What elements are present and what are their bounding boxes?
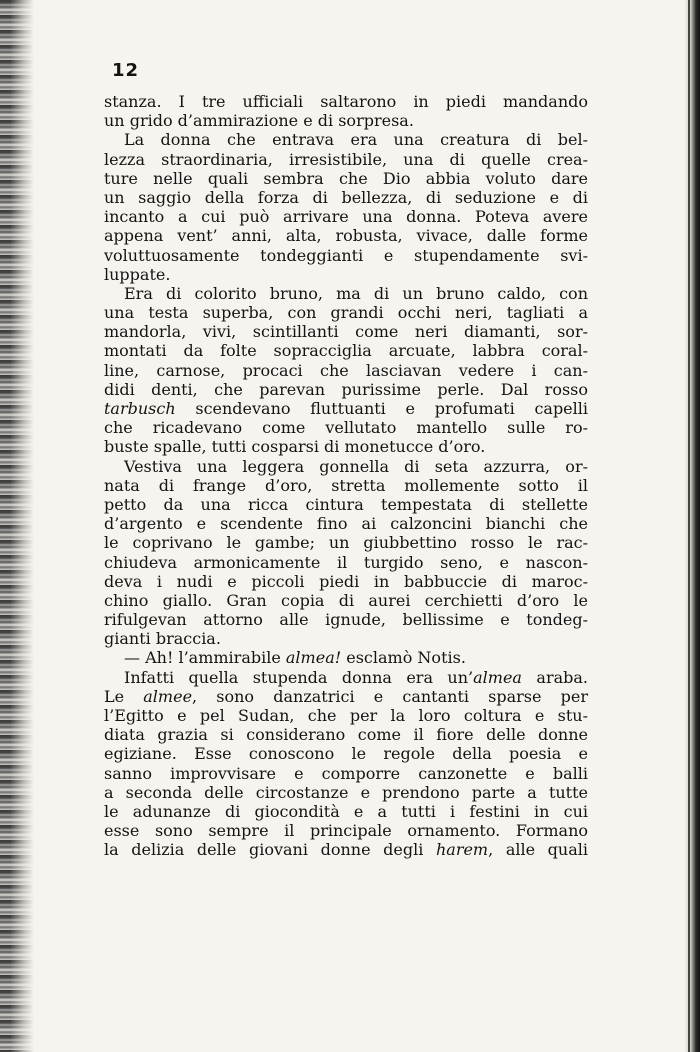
text-line: voluttuosamente tondeggianti e stupendamente svi- bbox=[104, 245, 588, 265]
page-number: 12 bbox=[112, 60, 140, 81]
text-line: — Ah! l’ammirabile almea! esclamò Notis. bbox=[124, 648, 466, 668]
text-line: un grido d’ammirazione e di sorpresa. bbox=[104, 111, 414, 131]
text-line: incanto a cui può arrivare una donna. Poteva avere bbox=[104, 207, 588, 227]
text-line: la delizia delle giovani donne degli harem, alle quali bbox=[104, 840, 588, 860]
text-line: La donna che entrava era una creatura di bel- bbox=[124, 130, 588, 150]
text-line: buste spalle, tutti cosparsi di monetucce d’oro. bbox=[104, 437, 486, 457]
text-line: esse sono sempre il principale ornamento. Formano bbox=[104, 821, 588, 841]
text-line: mandorla, vivi, scintillanti come neri diamanti, sor- bbox=[104, 322, 588, 342]
text-line: Le almee, sono danzatrici e cantanti sparse per bbox=[104, 686, 588, 706]
text-line: chiudeva armonicamente il turgido seno, e nascon- bbox=[104, 552, 588, 572]
text-line: tarbusch scendevano fluttuanti e profumati capelli bbox=[104, 399, 588, 418]
text-line: a seconda delle circostanze e prendono parte a tutte bbox=[104, 782, 588, 802]
text-line: stanza. I tre ufficiali saltarono in piedi mandando bbox=[104, 92, 588, 111]
text-line: appena vent’ anni, alta, robusta, vivace, dalle forme bbox=[104, 226, 588, 246]
text-line: nata di frange d’oro, stretta mollemente sotto il bbox=[104, 475, 588, 495]
text-line: ture nelle quali sembra che Dio abbia voluto dare bbox=[104, 168, 588, 188]
text-line: l’Egitto e pel Sudan, che per la loro coltura e stu- bbox=[104, 706, 588, 725]
scan-edge-right bbox=[684, 0, 700, 1052]
text-line: d’argento e scendente fino ai calzoncini bianchi che bbox=[104, 514, 588, 534]
page-binding-line bbox=[688, 0, 690, 1052]
text-line: didi denti, che parevan purissime perle. Dal rosso bbox=[104, 379, 588, 399]
body-text bbox=[104, 92, 588, 860]
text-line: egiziane. Esse conoscono le regole della poesia e bbox=[104, 744, 588, 764]
text-line: che ricadevano come vellutato mantello sulle ro- bbox=[104, 418, 588, 438]
text-line: una testa superba, con grandi occhi neri, tagliati a bbox=[104, 303, 588, 323]
scan-edge-left bbox=[0, 0, 34, 1052]
text-line: petto da una ricca cintura tempestata di stellette bbox=[104, 494, 588, 514]
text-line: le coprivano le gambe; un giubbettino rosso le rac- bbox=[104, 533, 588, 553]
text-line: Infatti quella stupenda donna era un’almea araba. bbox=[124, 667, 588, 687]
text-line: diata grazia si considerano come il fiore delle donne bbox=[104, 725, 588, 745]
text-line: montati da folte sopracciglia arcuate, labbra coral- bbox=[104, 341, 588, 361]
text-line: chino giallo. Gran copia di aurei cerchietti d’oro le bbox=[104, 590, 588, 610]
text-line: le adunanze di giocondità e a tutti i festini in cui bbox=[104, 801, 588, 821]
text-line: Era di colorito bruno, ma di un bruno caldo, con bbox=[124, 283, 588, 303]
text-line: lezza straordinaria, irresistibile, una di quelle crea- bbox=[104, 149, 588, 169]
text-line: un saggio della forza di bellezza, di seduzione e di bbox=[104, 187, 588, 207]
text-line: deva i nudi e piccoli piedi in babbuccie di maroc- bbox=[104, 571, 588, 591]
text-line: sanno improvvisare e comporre canzonette e balli bbox=[104, 763, 588, 783]
text-line: gianti braccia. bbox=[104, 629, 221, 649]
text-line: rifulgevan attorno alle ignude, bellissime e tondeg- bbox=[104, 610, 588, 630]
text-line: Vestiva una leggera gonnella di seta azzurra, or- bbox=[124, 456, 588, 476]
text-line: luppate. bbox=[104, 264, 171, 284]
text-line: line, carnose, procaci che lasciavan vedere i can- bbox=[104, 360, 588, 380]
